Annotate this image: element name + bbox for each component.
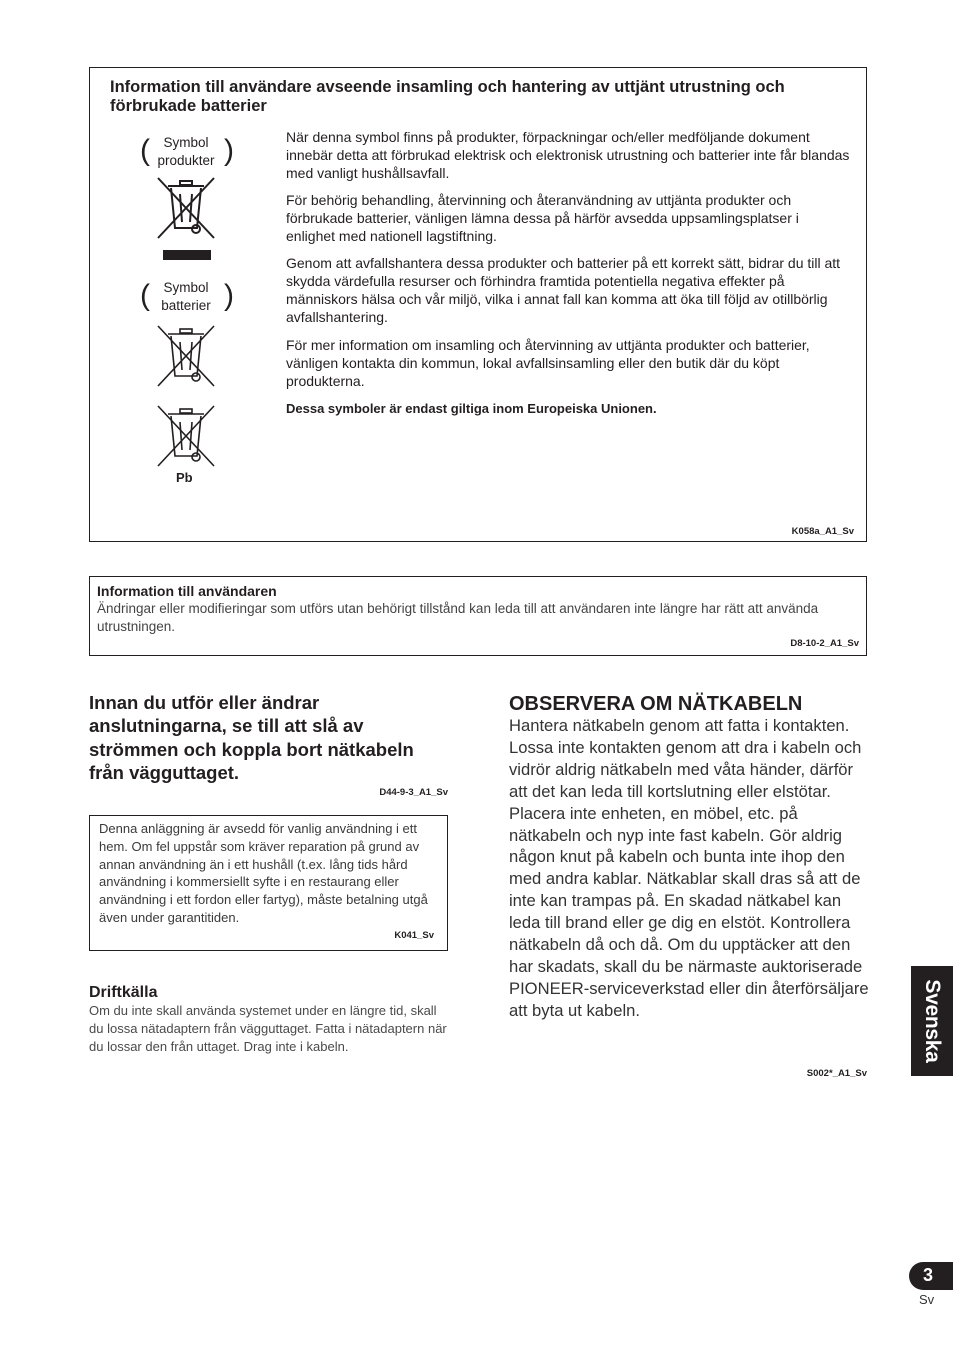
weee-code: K058a_A1_Sv [791, 526, 854, 537]
household-use-text: Denna anläggning är avsedd för vanlig användning i ett hem. Om fel uppstår som kräver reparation på grund av annan användning än i ett hushåll (t.ex. lång tids hård användning i kommersiellt syfte i en restaurang eller användning i ett fordon eller fartyg), måste betalning utgå även under garantitiden. [99, 821, 428, 925]
symbol-products-label [138, 134, 234, 170]
driftkalla-heading: Driftkälla [89, 984, 158, 1001]
left-paren-icon: ( [140, 279, 150, 312]
power-cord-heading: OBSERVERA OM NÄTKABELN [509, 693, 803, 715]
weee-paragraph-2: För behörig behandling, återvinning och återanvändning av uttjänta produkter och förbrukade batterier, vänligen lämna dessa på härför avsedda uppsamlingsplatser i enlighet med nationell lagstiftning. [286, 192, 799, 244]
right-paren-icon: ) [224, 134, 234, 167]
power-warning-code: D44-9-3_A1_Sv [379, 787, 448, 798]
crossed-battery-bin-icon [154, 324, 218, 388]
right-paren-icon: ) [224, 279, 234, 312]
crossed-bin-icon [154, 176, 218, 240]
user-info-title: Information till användaren [97, 583, 277, 599]
page-number: 3 [923, 1265, 934, 1285]
weee-info-box [89, 67, 867, 542]
weee-paragraph-4: För mer information om insamling och återvinning av uttjänta produkter och batterier, vänligen kontakta din kommun, lokal avfallsinsamling eller den butik där du köpt produkterna. [286, 337, 810, 389]
household-use-code: K041_Sv [394, 930, 434, 941]
power-cord-text: Hantera nätkabeln genom att fatta i kontakten. Lossa inte kontakten genom att dra i kabeln och vidrör aldrig nätkabeln med våta händer, därför att det kan leda till kortslutning eller elstötar. Placera inte enheten, en möbel, etc. på nätkabeln och nyp inte fast kabeln. Gör aldrig någon knut på kabeln och bunta inte ihop den med andra kablar. Nätkablar skall dras så att de inte kan trampas på. En skadad nätkabel kan leda till brand eller ge dig en elstöt. Kontrollera nätkabeln då och då. Om du upptäcker att den har skadats, skall du be närmaste auktoriserade PIONEER-serviceverkstad eller din återförsäljare att byta ut kabeln. [509, 716, 869, 1020]
symbol-batteries-label [138, 279, 234, 315]
symbol-batteries-text: Symbol batterier [161, 280, 211, 313]
symbol-products-text: Symbol produkter [157, 135, 215, 168]
page-number-pill [909, 1262, 953, 1290]
page-language-code: Sv [919, 1292, 935, 1307]
date-bar-icon [163, 250, 211, 260]
left-paren-icon: ( [140, 134, 150, 167]
language-side-tab [911, 966, 953, 1076]
pb-label: Pb [176, 470, 193, 485]
crossed-pb-bin-icon [154, 404, 218, 468]
power-cord-code: S002*_A1_Sv [806, 1068, 867, 1079]
driftkalla-text: Om du inte skall använda systemet under en längre tid, skall du lossa nätadaptern från vägguttaget. Fatta i nätadaptern när du lossar den från uttaget. Drag inte i kabeln. [89, 1003, 447, 1054]
language-side-tab-label: Svenska [921, 979, 944, 1063]
user-info-box [89, 576, 867, 656]
weee-paragraph-1: När denna symbol finns på produkter, förpackningar och/eller medföljande dokument innebär detta att förbrukad elektrisk och elektronisk utrustning och batterier inte får blandas med vanligt hushållsavfall. [286, 129, 850, 181]
weee-paragraph-3: Genom att avfallshantera dessa produkter och batterier på ett korrekt sätt, bidrar du till att skydda värdefulla resurser och förhindra framtida potentiella negativa effekter på människors hälsa och vår miljö, vilka i annat fall kan komma att öka till följd av otillbörlig avfallshantering. [286, 255, 841, 325]
user-info-text: Ändringar eller modifieringar som utförs utan behörigt tillstånd kan leda till att användaren inte längre har rätt att använda utrustningen. [97, 601, 819, 634]
weee-eu-note: Dessa symboler är endast giltiga inom Europeiska Unionen. [286, 401, 657, 416]
weee-title: Information till användare avseende insamling och hantering av uttjänt utrustning och förbrukade batterier [110, 78, 785, 115]
user-info-code: D8-10-2_A1_Sv [790, 638, 859, 649]
household-use-box [89, 815, 448, 951]
power-warning-heading: Innan du utför eller ändrar anslutningarna, se till att slå av strömmen och koppla bort nätkabeln från vägguttaget. [89, 692, 414, 783]
